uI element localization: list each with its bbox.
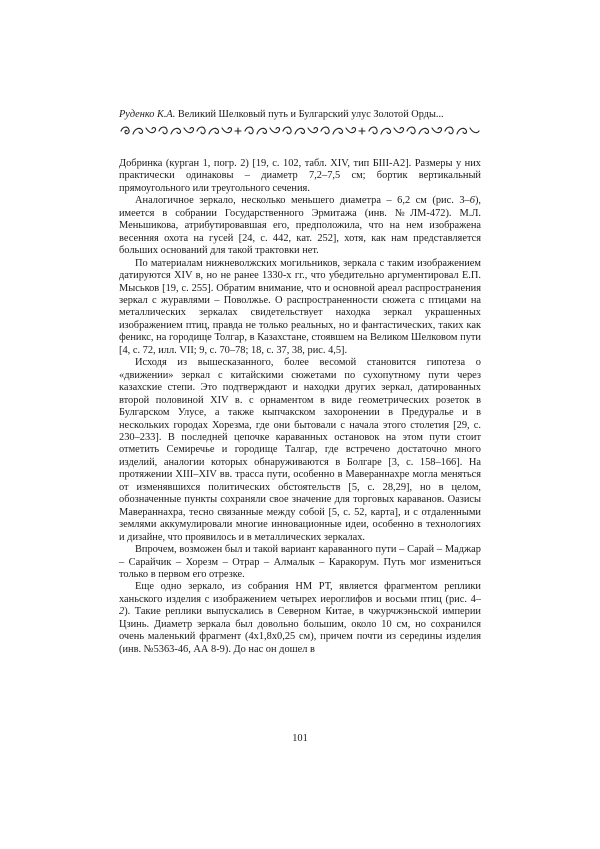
header-ornament xyxy=(119,124,481,138)
running-header xyxy=(119,108,481,121)
paragraph: По материалам нижневолжских могильников, зеркала с таким изображением датируются XIV в, но не ранее 1330-х гг., что убедительно аргументировал Е.П. Мыськов [19, с. 255]. Обратим внимание, что и основной ареал распространения зеркал с журавлями – Поволжье. О распространенности сюжета с птицами на металлических зеркалах свидетельствует находка зеркал украшенных изображением птиц, правда не только реальных, но и фантастических, таких как феникс, на городище Толгар, в Казахстане, стоявшем на Великом Шелковом пути [4, с. 72, илл. VII; 9, с. 70–78; 18, с. 37, 38, рис. 4,5]. xyxy=(119,257,481,356)
paragraph: Еще одно зеркало, из собрания НМ РТ, является фрагментом реплики ханьского изделия с изображением четырех иероглифов и восьми птиц (рис. 4–2). Такие реплики выпускались в Северном Китае, в чжурчжэньской империи Цзинь. Диаметр зеркала был довольно большим, около 10 см, но сохранился очень маленький фрагмент (4х1,8х0,25 см), причем почти из середины изделия (инв. №5363-46, АА 8-9). До нас он дошел в xyxy=(119,581,481,655)
body-text xyxy=(119,158,481,656)
paragraph: Аналогичное зеркало, несколько меньшего диаметра – 6,2 см (рис. 3–6), имеется в собрании Государственного Эрмитажа (инв. №ЛМ-472). М.Л. Меньшикова, атрибутировавшая его, предположила, что на нем изображена весенняя охота на гусей [24, с. 442, кат. 252], хотя, как нам представляется больших оснований для такой трактовки нет. xyxy=(119,195,481,257)
paragraph: Добринка (курган 1, погр. 2) [19, с. 102, табл. XIV, тип БIII-А2]. Размеры у них практически одинаковы – диаметр 7,2–7,5 см; бортик вертикальный прямоугольного или треугольного сечения. xyxy=(119,158,481,194)
header-author: Руденко К.А. xyxy=(119,109,176,120)
paragraph: Исходя из вышесказанного, более весомой становится гипотеза о «движении» зеркал с китайскими сюжетами по сухопутному пути через казахские степи. Это подтверждают и находки других зеркал, датированных второй половиной XIV в. с орнаментом в виде геометрических розеток в Булгарском Улусе, а также кыпчакском захоронении в Предуралье и в нескольких городах Хорезма, где они бытовали с начала этого столетия [29, с. 230–233]. В последней цепочке караванных остановок на этом пути стоит отметить Семиречье и городище Талгар, где встречено достаточно много изделий, аналогии которых обнаруживаются в Болгаре [3, с. 158–166]. На протяжении XIII–XIV вв. трасса пути, особенно в Мавераннахре могла меняться от изменявшихся политических обстоятельств [5, с. 28,29], но в целом, обозначенные пункты сохраняли свое значение для торговых караванов. Оазисы Мавераннахра, тесно связанные между собой [5, с. 52, карта], и с отдаленными землями аккумулировали многие инновационные идеи, особенно в технологиях и дизайне, что проявилось и в металлических зеркалах. xyxy=(119,357,481,543)
paragraph: Впрочем, возможен был и такой вариант караванного пути – Сарай – Маджар – Сарайчик – Хорезм – Отрар – Алмалык – Каракорум. Путь мог измениться только в первом его отрезке. xyxy=(119,544,481,580)
header-title: Великий Шелковый путь и Булгарский улус Золотой Орды... xyxy=(175,109,444,120)
page-number: 101 xyxy=(292,733,308,744)
